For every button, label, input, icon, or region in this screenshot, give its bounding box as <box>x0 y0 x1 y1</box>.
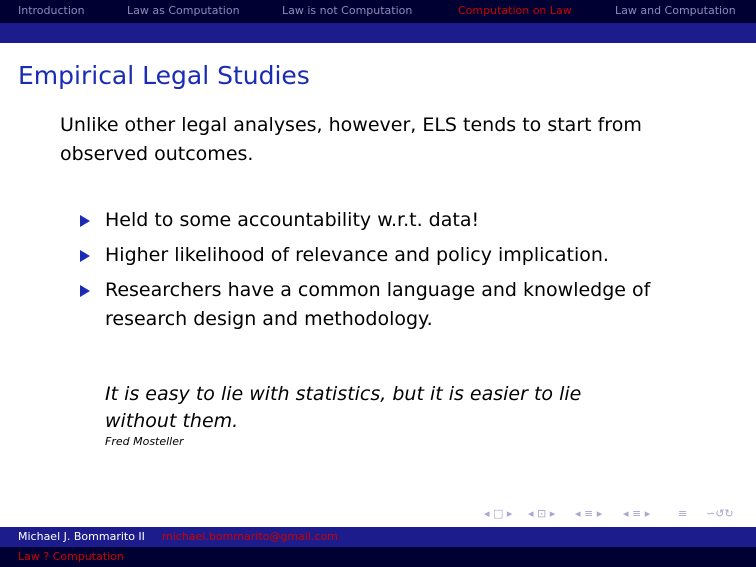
bullet-text: Researchers have a common language and knowledge of research design and methodology. <box>105 279 651 330</box>
footer-email[interactable]: michael.bommarito@gmail.com <box>162 530 338 543</box>
search-back-forward-icon[interactable]: ∽↺↻ <box>706 507 734 520</box>
footer-author: Michael J. Bommarito II <box>18 530 145 543</box>
appendix-align-icon[interactable]: ≡ <box>678 507 688 520</box>
bullet-triangle-icon <box>80 285 90 297</box>
nav-tab-law-is-not-computation[interactable]: Law is not Computation <box>282 4 413 17</box>
quote-text: It is easy to lie with statistics, but it is easier to lie without them. <box>105 383 582 432</box>
nav-tab-law-and-computation[interactable]: Law and Computation <box>615 4 736 17</box>
bullet-triangle-icon <box>80 250 90 262</box>
document-nav-icon[interactable]: ◂ ≡ ▸ <box>623 507 651 520</box>
intro-paragraph: Unlike other legal analyses, however, ELS tends to start from observed outcomes. <box>60 114 642 165</box>
nav-tab-introduction[interactable]: Introduction <box>18 4 85 17</box>
subsection-nav-icon[interactable]: ◂ ⊡ ▸ <box>528 507 556 520</box>
section-nav-icon[interactable]: ◂ ≡ ▸ <box>575 507 603 520</box>
list-item <box>80 206 660 235</box>
footer-short-title: Law ? Computation <box>18 550 124 563</box>
footer-author-bar <box>0 527 756 547</box>
bullet-triangle-icon <box>80 215 90 227</box>
nav-tab-computation-on-law[interactable]: Computation on Law <box>458 4 572 17</box>
bullet-list <box>80 206 660 340</box>
subsection-bar <box>0 23 756 43</box>
section-navigation-bar <box>0 0 756 23</box>
bullet-text: Higher likelihood of relevance and policy implication. <box>105 244 609 266</box>
bullet-text: Held to some accountability w.r.t. data! <box>105 209 480 231</box>
footer-title-bar <box>0 547 756 567</box>
list-item <box>80 241 660 270</box>
frame-title: Empirical Legal Studies <box>18 61 310 90</box>
nav-tab-law-as-computation[interactable]: Law as Computation <box>127 4 240 17</box>
list-item <box>80 276 660 334</box>
frame-nav-icon[interactable]: ◂ □ ▸ <box>484 507 513 520</box>
quote-author: Fred Mosteller <box>105 435 184 448</box>
